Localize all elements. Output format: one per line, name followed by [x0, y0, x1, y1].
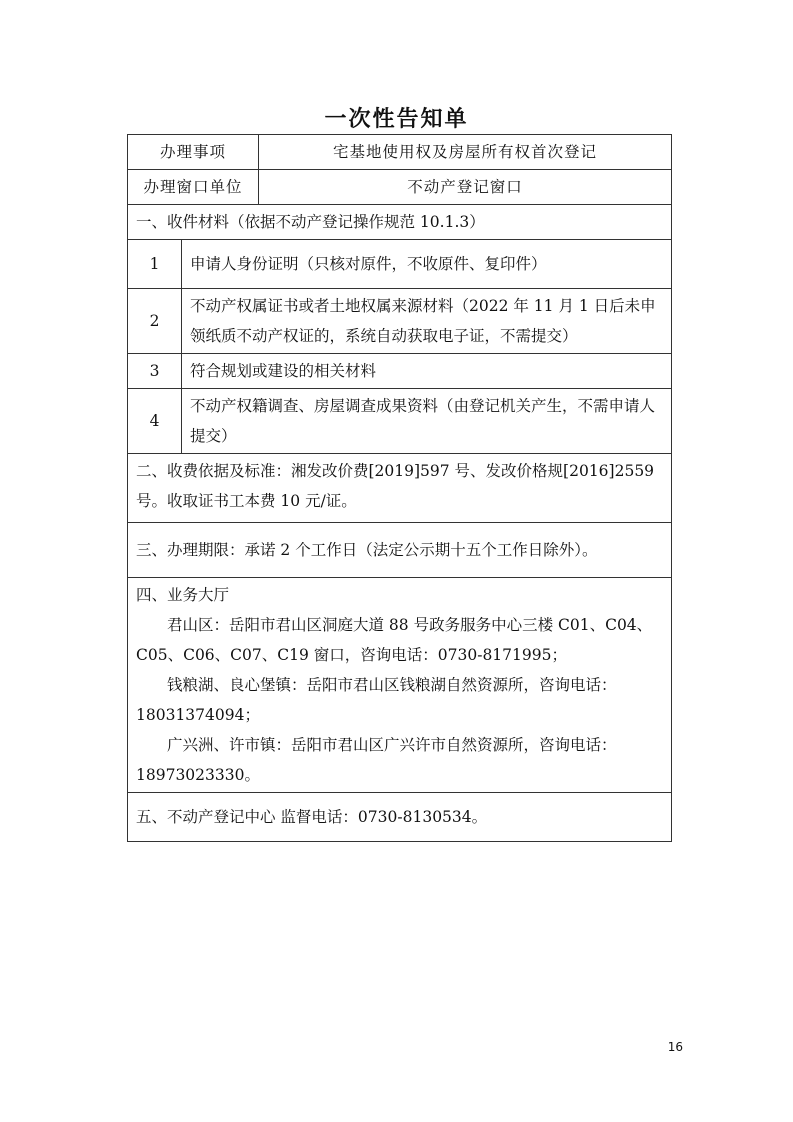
material-row	[128, 289, 672, 354]
material-text: 符合规划或建设的相关材料	[182, 354, 672, 389]
material-text: 不动产权籍调查、房屋调查成果资料（由登记机关产生，不需申请人提交）	[182, 389, 672, 454]
table-row	[128, 578, 672, 793]
material-text: 申请人身份证明（只核对原件，不收原件、复印件）	[182, 240, 672, 289]
hall-entry: 君山区：岳阳市君山区洞庭大道 88 号政务服务中心三楼 C01、C04、C05、C06、C07、C19 窗口，咨询电话：0730-8171995；	[136, 616, 653, 664]
window-unit-value: 不动产登记窗口	[259, 170, 672, 205]
page-number: 16	[667, 1040, 683, 1054]
window-unit-label: 办理窗口单位	[128, 170, 259, 205]
material-row	[128, 240, 672, 289]
material-index: 1	[128, 240, 182, 289]
table-row	[128, 135, 672, 170]
material-text: 不动产权属证书或者土地权属来源材料（2022 年 11 月 1 日后未申领纸质不动产权证的，系统自动获取电子证，不需提交）	[182, 289, 672, 354]
fees-section: 二、收费依据及标准：湘发改价费[2019]597 号、发改价格规[2016]2559 号。收取证书工本费 10 元/证。	[128, 454, 672, 523]
item-label: 办理事项	[128, 135, 259, 170]
table-row	[128, 523, 672, 578]
hall-entry: 广兴洲、许市镇：岳阳市君山区广兴许市自然资源所，咨询电话：18973023330。	[136, 736, 617, 784]
item-value: 宅基地使用权及房屋所有权首次登记	[259, 135, 672, 170]
material-index: 3	[128, 354, 182, 389]
halls-heading: 四、业务大厅	[136, 586, 230, 604]
material-row	[128, 389, 672, 454]
notice-table	[127, 134, 672, 842]
table-row	[128, 205, 672, 240]
page-title: 一次性告知单	[324, 107, 469, 132]
material-row	[128, 354, 672, 389]
material-index: 2	[128, 289, 182, 354]
halls-section	[128, 578, 672, 793]
table-row	[128, 793, 672, 842]
time-limit-section: 三、办理期限：承诺 2 个工作日（法定公示期十五个工作日除外）。	[128, 523, 672, 578]
material-index: 4	[128, 389, 182, 454]
hall-entry: 钱粮湖、良心堡镇：岳阳市君山区钱粮湖自然资源所，咨询电话：18031374094；	[136, 676, 617, 724]
supervision-section: 五、不动产登记中心 监督电话：0730-8130534。	[128, 793, 672, 842]
table-row	[128, 454, 672, 523]
table-row	[128, 170, 672, 205]
materials-heading: 一、收件材料（依据不动产登记操作规范 10.1.3）	[128, 205, 672, 240]
